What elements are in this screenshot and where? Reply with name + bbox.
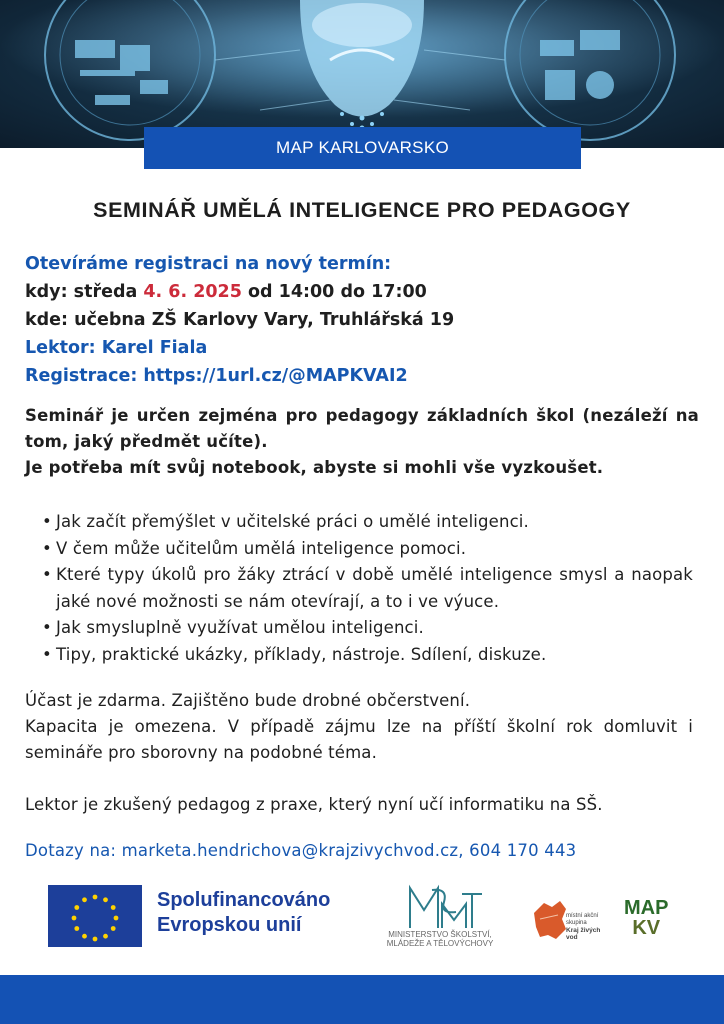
lecturer-bio-text: Lektor je zkušený pedagog z praxe, který nyní učí informatiku na SŠ. (25, 795, 603, 814)
map-kv-logo (624, 898, 668, 938)
kraj-line-2: Kraj živých vod (566, 927, 601, 941)
list-item: • Jak smysluplně využívat umělou inteligenci. (25, 615, 693, 642)
msmt-line-1: MINISTERSTVO ŠKOLSTVÍ, (388, 930, 492, 939)
topic-list (25, 509, 693, 668)
capacity-text: Kapacita je omezena. V případě zájmu lze na příští školní rok domluvit i semináře pro sborovny na podobné téma. (25, 717, 693, 762)
eu-cofunding-logo (157, 888, 330, 938)
free-participation-text: Účast je zdarma. Zajištěno bude drobné občerstvení. (25, 691, 471, 710)
msmt-line-2: MLÁDEŽE A TĚLOVÝCHOVY (386, 939, 494, 948)
contact-info[interactable]: Dotazy na: marketa.hendrichova@krajzivychvod.cz, 604 170 443 (25, 841, 577, 860)
list-item: • V čem může učitelům umělá inteligence pomoci. (25, 536, 693, 563)
list-item: • Tipy, praktické ukázky, příklady, nástroje. Sdílení, diskuze. (25, 642, 693, 669)
intro-line-2: Je potřeba mít svůj notebook, abyste si mohli vše vyzkoušet. (25, 458, 604, 477)
event-date: 4. 6. 2025 (143, 282, 242, 302)
page-title: SEMINÁŘ UMĚLÁ INTELIGENCE PRO PEDAGOGY (93, 198, 631, 222)
when-prefix: kdy: středa (25, 282, 144, 302)
map-logo-line-1: MAP (624, 897, 669, 919)
footer-bar (0, 975, 724, 1024)
event-location: kde: učebna ZŠ Karlovy Vary, Truhlářská 19 (25, 310, 455, 330)
eu-flag-icon (48, 885, 142, 947)
map-logo-line-2: KV (632, 917, 661, 939)
seminar-intro (25, 403, 699, 481)
event-time (25, 278, 454, 306)
eu-line-2: Evropskou unií (157, 914, 302, 936)
list-item: • Které typy úkolů pro žáky ztrácí v době umělé inteligence smysl a naopak jaké nové možnosti se nám otevírají, a to i ve výuce. (25, 562, 693, 615)
intro-line-1: Seminář je určen zejména pro pedagogy základních škol (nezáleží na tom, jaký předmět učíte). (25, 406, 699, 451)
kraj-zivych-vod-logo (566, 913, 610, 941)
when-suffix: od 14:00 do 17:00 (241, 282, 427, 302)
registration-link[interactable]: Registrace: https://1url.cz/@MAPKVAI2 (25, 366, 408, 386)
kraj-line-1: místní akční skupina (566, 913, 599, 926)
hero-ai-illustration (0, 0, 724, 148)
registration-open-text: Otevíráme registraci na nový termín: (25, 254, 392, 274)
event-lecturer: Lektor: Karel Fiala (25, 338, 208, 358)
msmt-logo (370, 930, 510, 948)
event-info (25, 250, 454, 390)
eu-line-1: Spolufinancováno (157, 889, 331, 911)
list-item: • Jak začít přemýšlet v učitelské práci o umělé inteligenci. (25, 509, 693, 536)
header-banner: MAP KARLOVARSKO (144, 127, 581, 169)
